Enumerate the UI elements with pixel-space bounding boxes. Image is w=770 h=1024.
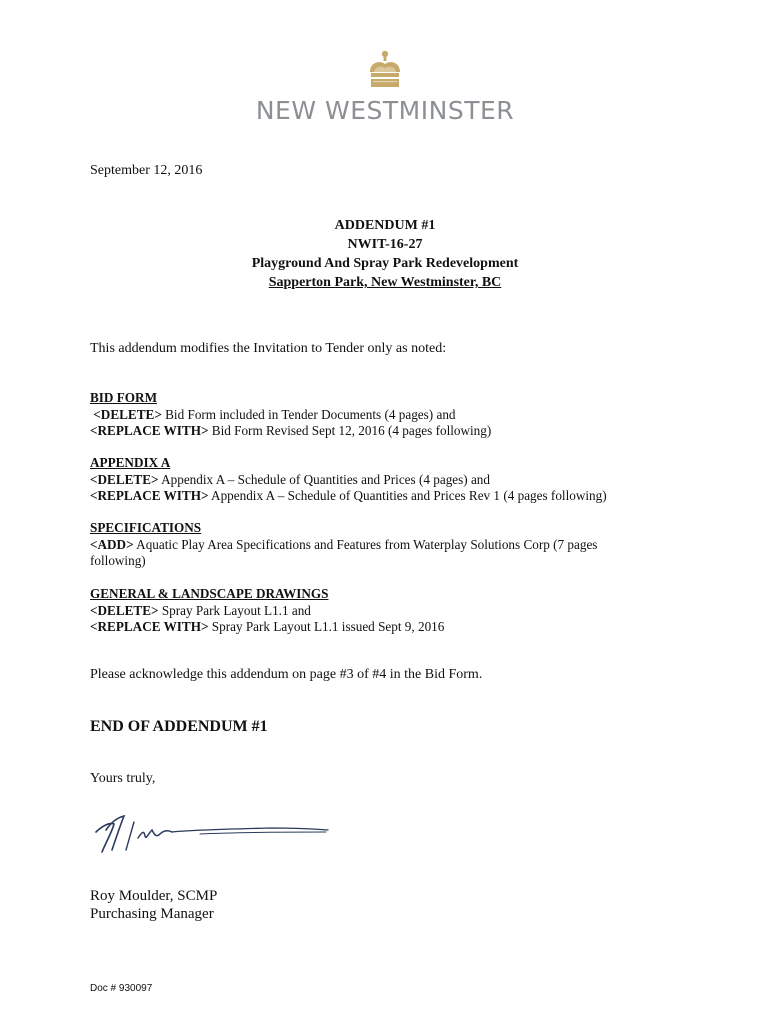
section-bid-form bbox=[90, 390, 680, 440]
intro-text: This addendum modifies the Invitation to Tender only as noted: bbox=[90, 341, 447, 356]
addendum-heading bbox=[0, 216, 770, 292]
crown-icon bbox=[366, 50, 404, 90]
list-item: <DELETE> Bid Form included in Tender Documents (4 pages) and bbox=[93, 406, 456, 422]
signature-image bbox=[90, 808, 340, 858]
section-title: BID FORM bbox=[90, 390, 158, 405]
section-title: GENERAL & LANDSCAPE DRAWINGS bbox=[90, 586, 329, 601]
section-title: SPECIFICATIONS bbox=[90, 520, 202, 535]
list-item: <REPLACE WITH> Spray Park Layout L1.1 issued Sept 9, 2016 bbox=[90, 619, 445, 634]
city-logo bbox=[0, 50, 770, 125]
signer-title: Purchasing Manager bbox=[90, 906, 214, 922]
logo-text: NEW WESTMINSTER bbox=[255, 96, 515, 125]
acknowledge-text: Please acknowledge this addendum on page #3 of #4 in the Bid Form. bbox=[90, 667, 483, 682]
list-item: <REPLACE WITH> Appendix A – Schedule of Quantities and Prices Rev 1 (4 pages following) bbox=[90, 488, 607, 503]
section-appendix-a bbox=[90, 455, 680, 505]
addendum-number: ADDENDUM #1 bbox=[334, 218, 436, 233]
list-item: <REPLACE WITH> Bid Form Revised Sept 12, 2016 (4 pages following) bbox=[90, 423, 492, 438]
end-of-addendum: END OF ADDENDUM #1 bbox=[90, 718, 268, 735]
signer-block bbox=[90, 887, 217, 923]
document-number: Doc # 930097 bbox=[90, 983, 153, 994]
project-name: Playground And Spray Park Redevelopment bbox=[251, 256, 519, 271]
list-item: <DELETE> Appendix A – Schedule of Quantities and Prices (4 pages) and bbox=[90, 471, 490, 487]
signer-name: Roy Moulder, SCMP bbox=[90, 888, 218, 904]
section-title: APPENDIX A bbox=[90, 455, 171, 470]
list-item: <ADD> Aquatic Play Area Specifications and Features from Waterplay Solutions Corp (7 pages following) bbox=[90, 536, 598, 568]
list-item: <DELETE> Spray Park Layout L1.1 and bbox=[90, 602, 311, 618]
section-specifications bbox=[90, 520, 650, 570]
tender-number: NWIT-16-27 bbox=[347, 237, 423, 252]
section-drawings bbox=[90, 586, 680, 636]
project-location: Sapperton Park, New Westminster, BC bbox=[268, 275, 502, 290]
letter-date: September 12, 2016 bbox=[90, 163, 203, 178]
closing-salutation: Yours truly, bbox=[90, 771, 156, 786]
